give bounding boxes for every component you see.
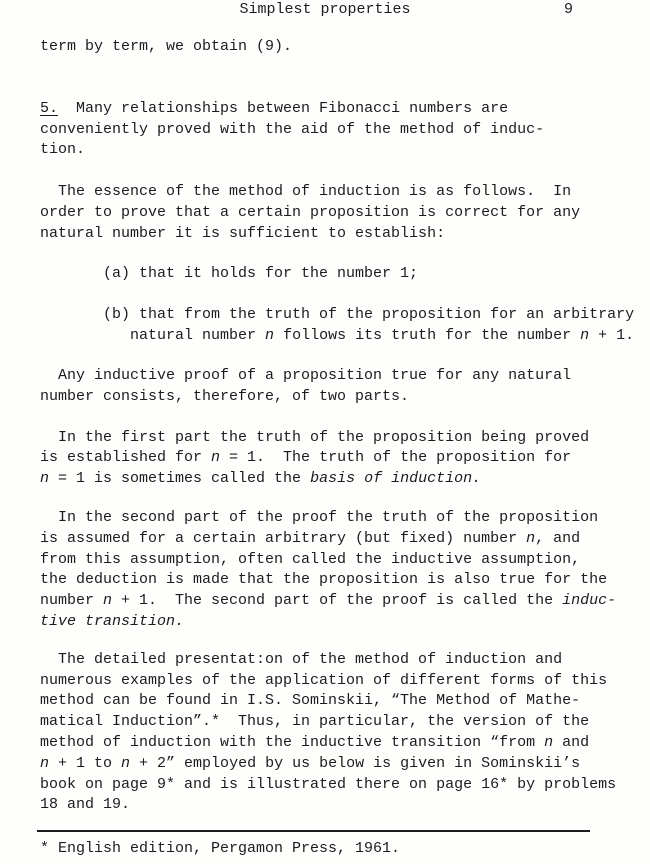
italic-run: n bbox=[211, 449, 221, 467]
text-run: (a) that it holds for the number 1; bbox=[40, 264, 419, 282]
italic-run: n bbox=[544, 733, 554, 751]
text-run: = 1 is sometimes called the bbox=[49, 470, 311, 488]
text-line bbox=[40, 691, 640, 712]
text-run: + 1. The second part of the proof is called the bbox=[112, 592, 563, 610]
text-run: In the first part the truth of the proposition being proved bbox=[40, 428, 590, 446]
italic-run: n bbox=[40, 470, 50, 488]
paragraph bbox=[40, 182, 640, 244]
text-run: In the second part of the proof the truth of the proposition bbox=[40, 508, 599, 526]
paragraph bbox=[40, 37, 640, 58]
text-run: = 1. The truth of the proposition for bbox=[220, 449, 572, 467]
text-run: method of induction with the inductive transition “from bbox=[40, 733, 545, 751]
text-run: book on page 9* and is illustrated there on page 16* by problems bbox=[40, 775, 617, 793]
text-line bbox=[40, 428, 640, 449]
text-line bbox=[40, 508, 640, 529]
page-number: 9 bbox=[564, 1, 574, 18]
text-line bbox=[40, 733, 640, 754]
underlined-run: 5. bbox=[40, 99, 59, 117]
text-run: order to prove that a certain proposition is correct for any bbox=[40, 203, 581, 221]
text-line bbox=[40, 37, 640, 58]
text-line bbox=[40, 120, 640, 141]
text-run: tion. bbox=[40, 141, 86, 159]
paragraph bbox=[40, 508, 640, 633]
text-line bbox=[40, 650, 640, 671]
text-line bbox=[40, 224, 640, 245]
text-run: term by term, we obtain (9). bbox=[40, 38, 293, 55]
text-run: number bbox=[40, 592, 104, 610]
text-run: 18 and 19. bbox=[40, 796, 131, 814]
text-run: is established for bbox=[40, 449, 212, 467]
text-run: natural number bbox=[40, 327, 266, 345]
text-run: numerous examples of the application of different forms of this bbox=[40, 671, 608, 689]
italic-run: n bbox=[103, 592, 113, 610]
paragraph bbox=[40, 99, 640, 161]
text-line bbox=[40, 305, 640, 326]
footnote-text: * English edition, Pergamon Press, 1961. bbox=[40, 840, 401, 857]
italic-run: n bbox=[580, 327, 590, 345]
text-run: conveniently proved with the aid of the method of induc- bbox=[40, 120, 545, 138]
italic-run: n bbox=[265, 327, 275, 345]
text-line bbox=[40, 550, 640, 571]
text-run: from this assumption, often called the inductive assumption, bbox=[40, 550, 581, 568]
text-run: The detailed presentat:on of the method of induction and bbox=[40, 650, 563, 668]
italic-run: tive transition. bbox=[40, 612, 185, 630]
italic-run: induc- bbox=[562, 592, 617, 610]
text-run: + 1 to bbox=[49, 754, 122, 772]
text-line bbox=[40, 448, 640, 469]
italic-run: n bbox=[526, 529, 536, 547]
running-head-title: Simplest properties bbox=[239, 1, 411, 18]
paragraph bbox=[40, 650, 640, 816]
text-line bbox=[40, 203, 640, 224]
text-run: (b) that from the truth of the proposition for an arbitrary bbox=[40, 306, 635, 324]
italic-run: n bbox=[121, 754, 131, 772]
paragraph bbox=[40, 264, 640, 285]
text-run: Many relationships between Fibonacci numbers are bbox=[58, 99, 509, 117]
text-line bbox=[40, 570, 640, 591]
text-line bbox=[40, 671, 640, 692]
text-run: method can be found in I.S. Sominskii, “The Method of Mathe- bbox=[40, 692, 581, 710]
text-run: Any inductive proof of a proposition true for any natural bbox=[40, 366, 572, 384]
text-run: + 1. bbox=[589, 327, 635, 345]
text-run: The essence of the method of induction is as follows. In bbox=[40, 183, 572, 201]
footnote-rule bbox=[37, 830, 590, 832]
text-line bbox=[40, 387, 640, 408]
page-body bbox=[40, 37, 640, 816]
text-line bbox=[40, 712, 640, 733]
text-run: and bbox=[553, 733, 590, 751]
text-run: matical Induction”.* Thus, in particular, the version of the bbox=[40, 713, 590, 731]
text-run: natural number it is sufficient to establish: bbox=[40, 224, 446, 242]
text-line bbox=[40, 754, 640, 775]
text-line bbox=[40, 264, 640, 285]
text-line bbox=[40, 775, 640, 796]
text-line bbox=[40, 182, 640, 203]
paragraph bbox=[40, 366, 640, 408]
text-line bbox=[40, 529, 640, 550]
text-run: , and bbox=[535, 529, 581, 547]
text-line bbox=[40, 326, 640, 347]
text-line bbox=[40, 795, 640, 816]
italic-run: n bbox=[40, 754, 50, 772]
text-run: number consists, therefore, of two parts. bbox=[40, 387, 410, 405]
text-line bbox=[40, 140, 640, 161]
text-line bbox=[40, 612, 640, 633]
text-run: the deduction is made that the proposition is also true for the bbox=[40, 571, 608, 589]
text-run: + 2” employed by us below is given in Sominskii’s bbox=[130, 754, 581, 772]
text-run: follows its truth for the number bbox=[274, 327, 581, 345]
paragraph bbox=[40, 305, 640, 347]
text-line bbox=[40, 99, 640, 120]
paragraph bbox=[40, 428, 640, 490]
text-line bbox=[40, 469, 640, 490]
text-run: is assumed for a certain arbitrary (but fixed) number bbox=[40, 529, 527, 547]
text-line bbox=[40, 366, 640, 387]
text-line bbox=[40, 591, 640, 612]
italic-run: basis of induction. bbox=[310, 470, 482, 488]
